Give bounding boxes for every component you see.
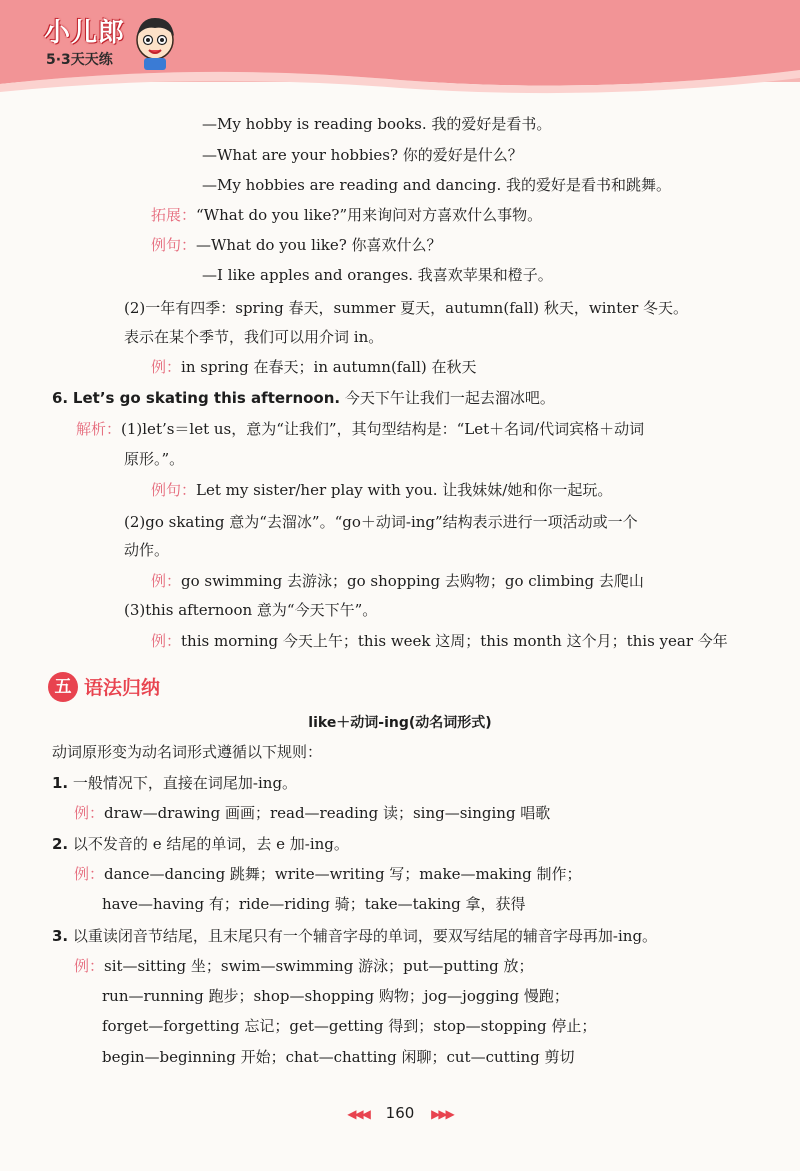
example-text: —What do you like? 你喜欢什么？: [196, 236, 442, 254]
section-title: 语法归纳: [84, 677, 161, 699]
analysis-text: (1)let’s＝let us，意为“让我们”，其句型结构是：“Let＋名词/代词宾格＋动词: [121, 420, 645, 438]
example-label: 例：: [74, 804, 105, 822]
rule-text: 以重读闭音节结尾，且末尾只有一个辅音字母的单词，要双写结尾的辅音字母再加-ing。: [72, 927, 658, 945]
example-label: 例：: [74, 957, 105, 975]
text-line: (2)go skating 意为“去溜冰”。“go＋动词-ing”结构表示进行一项活动或一个: [124, 513, 638, 531]
example-text: dance—dancing 跳舞；write—writing 写；make—making 制作；: [104, 865, 582, 883]
rule-text: 一般情况下，直接在词尾加-ing。: [72, 774, 298, 792]
left-arrows-icon: ◀◀◀: [347, 1107, 369, 1121]
example-label: 例：: [151, 572, 182, 590]
extension-label: 拓展：: [151, 206, 197, 224]
rule-line: [52, 926, 657, 946]
example-text: forget—forgetting 忘记；get—getting 得到；stop—stopping 停止；: [102, 1017, 597, 1035]
brand-logo: 小儿郎: [44, 18, 126, 48]
right-arrows-icon: ▶▶▶: [431, 1107, 453, 1121]
text-line: 表示在某个季节，我们可以用介词 in。: [124, 328, 384, 346]
example-text: sit—sitting 坐；swim—swimming 游泳；put—putting 放；: [104, 957, 534, 975]
example-text: run—running 跑步；shop—shopping 购物；jog—jogging 慢跑；: [102, 987, 569, 1005]
rule-number: 2.: [52, 835, 69, 853]
rule-number: 1.: [52, 774, 69, 792]
text-line: 动作。: [124, 541, 170, 559]
example-label: 例句：: [151, 481, 197, 499]
text-line: —I like apples and oranges. 我喜欢苹果和橙子。: [202, 266, 553, 284]
example-text: this morning 今天上午；this week 这周；this month 这个月；this year 今年: [181, 632, 728, 650]
text-line: —My hobbies are reading and dancing. 我的爱好是看书和跳舞。: [202, 176, 671, 194]
sentence-chinese: 今天下午让我们一起去溜冰吧。: [340, 389, 555, 407]
example-line: [74, 803, 550, 823]
example-line: [74, 864, 582, 884]
rule-number: 3.: [52, 927, 69, 945]
page-number: 160: [385, 1104, 415, 1122]
sentence-english: Let’s go skating this afternoon.: [72, 389, 341, 407]
mascot-boy-icon: [130, 10, 180, 72]
grammar-subtitle: like＋动词-ing(动名词形式): [308, 715, 492, 731]
example-line: [151, 357, 477, 377]
item-number: 6.: [52, 389, 69, 407]
text-line: (3)this afternoon 意为“今天下午”。: [124, 601, 378, 619]
example-label: 例句：: [151, 236, 197, 254]
page-header: [0, 0, 800, 82]
example-line: [151, 235, 442, 255]
text-line: —What are your hobbies? 你的爱好是什么？: [202, 146, 523, 164]
series-name: 5·3天天练: [46, 52, 113, 68]
example-text: go swimming 去游泳；go shopping 去购物；go climbing 去爬山: [181, 572, 644, 590]
example-text: begin—beginning 开始；chat—chatting 闲聊；cut—cutting 剪切: [102, 1048, 575, 1066]
example-text: Let my sister/her play with you. 让我妹妹/她和你一起玩。: [196, 481, 613, 499]
section-heading: [48, 672, 213, 702]
extension-text: “What do you like?”用来询问对方喜欢什么事物。: [196, 206, 543, 224]
analysis-label: 解析：: [76, 420, 122, 438]
extension-line: [151, 205, 542, 225]
text-line: 原形。”。: [124, 450, 185, 468]
page-number-footer: [0, 1104, 800, 1122]
example-text: have—having 有；ride—riding 骑；take—taking 拿，获得: [102, 895, 526, 913]
rule-text: 以不发音的 e 结尾的单词，去 e 加-ing。: [72, 835, 349, 853]
example-label: 例：: [151, 358, 182, 376]
example-text: draw—drawing 画画；read—reading 读；sing—singing 唱歌: [104, 804, 551, 822]
example-label: 例：: [74, 865, 105, 883]
rule-line: [52, 834, 349, 854]
example-line: [151, 480, 612, 500]
section-number-badge: 五: [48, 672, 78, 702]
text-line: (2)一年有四季：spring 春天，summer 夏天，autumn(fall) 秋天，winter 冬天。: [124, 299, 689, 317]
grammar-intro: 动词原形变为动名词形式遵循以下规则：: [52, 743, 323, 761]
sentence-heading: [52, 388, 555, 408]
rule-line: [52, 773, 297, 793]
example-line: [151, 631, 728, 651]
text-line: —My hobby is reading books. 我的爱好是看书。: [202, 115, 552, 133]
example-text: in spring 在春天；in autumn(fall) 在秋天: [181, 358, 477, 376]
example-line: [74, 956, 534, 976]
analysis-line: [76, 419, 644, 439]
example-label: 例：: [151, 632, 182, 650]
example-line: [151, 571, 644, 591]
